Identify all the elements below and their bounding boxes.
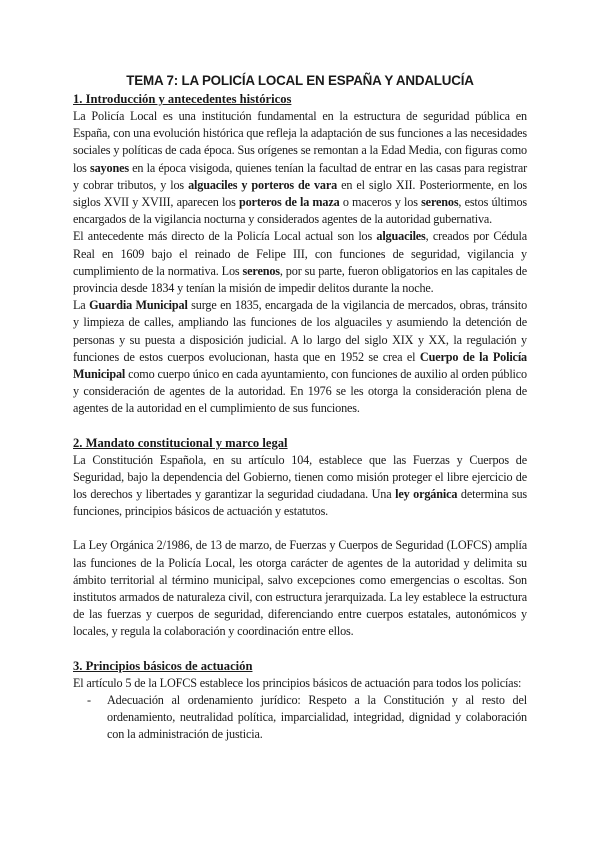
section-1-paragraph-1 — [73, 108, 527, 228]
bold-term-alguaciles: alguaciles — [376, 229, 426, 244]
bold-term-guardia-municipal: Guardia Municipal — [89, 298, 188, 313]
section-1-paragraph-2 — [73, 228, 527, 297]
text-run: La — [73, 298, 90, 313]
text-run: La Policía Local es una institución fundamental en la estructura de seguridad pública en España, con una evolución histórica que refleja la adaptación de sus funciones a las necesidades sociales y políticas de cada época. Sus orígenes se remontan a la Edad Media, con figuras como los — [73, 109, 527, 175]
text-run: La Constitución Española, en su artículo 104, establece que las Fuerzas y Cuerpos de Seguridad, bajo la dependencia del Gobierno, tienen como misión proteger el libre ejercicio de los derechos y libertades y garantizar la seguridad ciudadana. Una — [73, 452, 527, 502]
section-heading-1: 1. Introducción y antecedentes históricos — [73, 92, 292, 106]
list-item-text: Adecuación al ordenamiento jurídico: Respeto a la Constitución y al resto del ordenamiento, neutralidad política, imparcialidad, integridad, dignidad y colaboración con la administración de justicia. — [107, 692, 527, 742]
text-run: en la época visigoda, quienes tenían la facultad de entrar en las casas para registrar y cobrar tributos, y los — [73, 160, 528, 192]
text-run: en el siglo XII. Posteriormente, en los siglos XVII y XVIII, aparecen los — [73, 177, 527, 210]
text-run: , por su parte, fueron obligatorios en las capitales de provincia desde 1834 y tenían la misión de impedir delitos durante la noche. — [73, 263, 527, 296]
section-1-paragraph-3 — [73, 297, 527, 417]
spacer — [73, 418, 527, 435]
spacer — [73, 641, 527, 658]
text-run: , estos últimos encargados de la vigilancia nocturna y considerados agentes de la autoridad gubernativa. — [73, 195, 527, 227]
list-item — [73, 692, 527, 744]
bold-term-ley-organica: ley orgánica — [395, 487, 458, 502]
section-3-paragraph-1: El artículo 5 de la LOFCS establece los principios básicos de actuación para todos los policías: — [73, 675, 522, 690]
bold-term-serenos: serenos — [421, 195, 459, 210]
bold-term-alguaciles-porteros: alguaciles y porteros de vara — [188, 177, 338, 192]
text-run: El antecedente más directo de la Policía Local actual son los — [73, 229, 377, 244]
section-2-paragraph-1 — [73, 452, 527, 521]
bold-term-serenos: serenos — [242, 263, 280, 278]
bold-term-cuerpo-policia-municipal: Cuerpo de la Policía Municipal — [73, 349, 527, 382]
text-run: como cuerpo único en cada ayuntamiento, con funciones de auxilio al orden público y consideración de agentes de la autoridad. En 1976 se les otorga la consideración plena de agentes de la autoridad en el cumplimiento de sus funciones. — [73, 367, 527, 416]
principles-list — [73, 692, 527, 744]
text-run: determina sus funciones, principios básicos de actuación y estatutos. — [73, 487, 527, 519]
page-title: TEMA 7: LA POLICÍA LOCAL EN ESPAÑA Y ANDALUCÍA — [126, 73, 474, 88]
text-run: , creados por Cédula Real en 1609 bajo el reinado de Felipe III, con funciones de seguridad, vigilancia y cumplimiento de la normativa. Los — [73, 229, 527, 278]
text-run: o maceros y los — [339, 195, 422, 210]
bold-term-porteros-maza: porteros de la maza — [238, 195, 340, 210]
section-2-paragraph-2: La Ley Orgánica 2/1986, de 13 de marzo, de Fuerzas y Cuerpos de Seguridad (LOFCS) amplía las funciones de la Policía Local, les otorga carácter de agentes de la autoridad y delimita su ámbito territorial al término municipal, salvo excepciones como emergencias o escoltas. Son institutos armados de naturaleza civil, con estructura jerarquizada. La ley establece la estructura de las fuerzas y cuerpos de seguridad, diferenciando entre cuerpos estatales, autonómicos y locales, y regula la colaboración y coordinación entre ellos. — [73, 538, 527, 639]
bold-term-sayones: sayones — [90, 160, 129, 175]
section-heading-3: 3. Principios básicos de actuación — [73, 658, 253, 673]
list-dash: - — [87, 692, 91, 707]
text-run: surge en 1835, encargada de la vigilancia de mercados, obras, tránsito y limpieza de calles, ampliando las funciones de los alguaciles y asumiendo la detención de personas y su puesta a disposición judicial. A lo largo del siglo XIX y XX, la regulación y funciones de estos cuerpos evolucionan, hasta que en 1952 se crea el — [73, 298, 528, 364]
spacer — [73, 520, 527, 537]
section-heading-2: 2. Mandato constitucional y marco legal — [73, 435, 288, 450]
